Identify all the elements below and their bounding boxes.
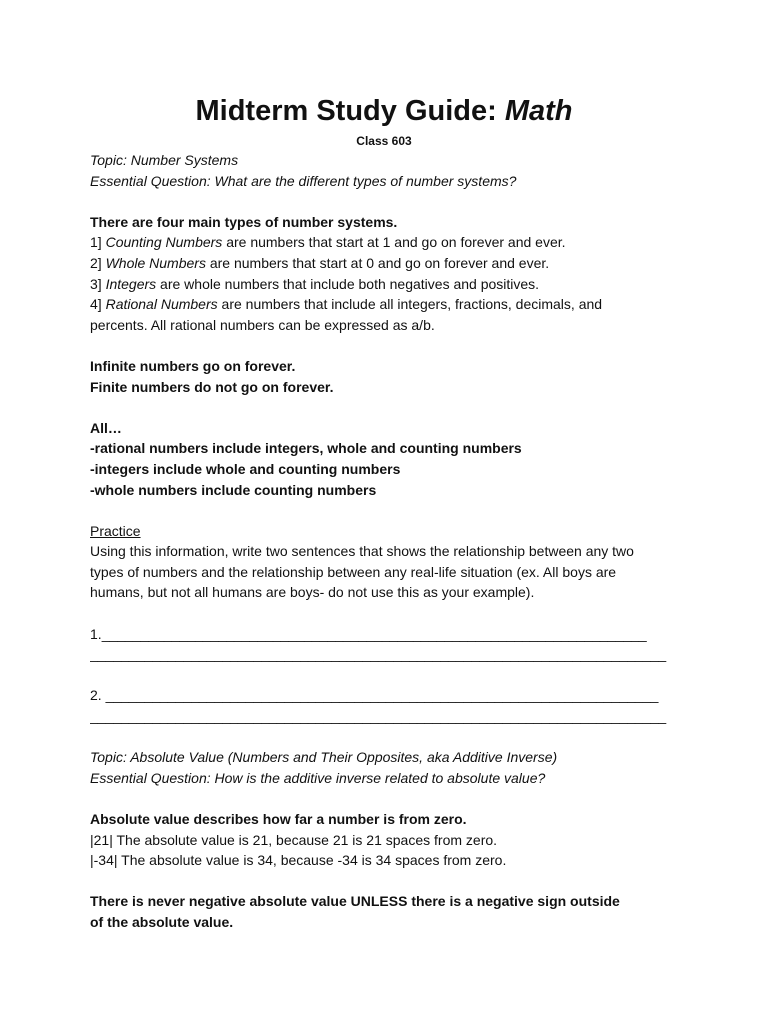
list-item: 2] Whole Numbers are numbers that start at 0 and go on forever and ever. bbox=[90, 254, 550, 271]
list-item: -rational numbers include integers, whole and counting numbers bbox=[90, 440, 522, 457]
list-item: 3] Integers are whole numbers that include both negatives and positives. bbox=[90, 275, 540, 292]
essential-question-1: Essential Question: What are the different types of number systems? bbox=[90, 172, 517, 189]
practice-instructions: types of numbers and the relationship between any real-life situation (ex. All boys are bbox=[90, 563, 617, 580]
absolute-value-note-continued: of the absolute value. bbox=[90, 913, 234, 930]
title-main: Midterm Study Guide: bbox=[195, 95, 505, 127]
list-item: -integers include whole and counting numbers bbox=[90, 460, 401, 477]
infinite-definition: Infinite numbers go on forever. bbox=[90, 357, 296, 374]
list-item: -whole numbers include counting numbers bbox=[90, 481, 377, 498]
term-counting-numbers: Counting Numbers bbox=[105, 234, 223, 251]
answer-line-2-continued[interactable]: __________________________________________________________________________ bbox=[90, 708, 667, 725]
term-whole-numbers: Whole Numbers bbox=[105, 254, 206, 271]
title-subject: Math bbox=[504, 95, 573, 127]
class-label: Class 603 bbox=[356, 134, 412, 148]
answer-line-1-continued[interactable]: __________________________________________________________________________ bbox=[90, 646, 667, 663]
list-item-continued: percents. All rational numbers can be expressed as a/b. bbox=[90, 316, 435, 333]
term-rational-numbers: Rational Numbers bbox=[105, 296, 218, 313]
list-item: 1] Counting Numbers are numbers that start at 1 and go on forever and ever. bbox=[90, 234, 566, 251]
section-heading: There are four main types of number systems. bbox=[90, 213, 398, 230]
document-body bbox=[90, 150, 690, 933]
all-heading: All… bbox=[90, 419, 122, 436]
answer-line-2[interactable]: 2. _______________________________________________________________________ bbox=[90, 687, 659, 704]
absolute-value-definition: Absolute value describes how far a number is from zero. bbox=[90, 811, 467, 827]
term-integers: Integers bbox=[105, 275, 157, 292]
absolute-value-note: There is never negative absolute value UNLESS there is a negative sign outside bbox=[90, 893, 620, 910]
example-line: |21| The absolute value is 21, because 21 is 21 spaces from zero. bbox=[90, 831, 498, 848]
page-title bbox=[0, 92, 768, 130]
finite-definition: Finite numbers do not go on forever. bbox=[90, 378, 334, 395]
practice-instructions: humans, but not all humans are boys- do not use this as your example). bbox=[90, 584, 535, 601]
list-item: 4] Rational Numbers are numbers that include all integers, fractions, decimals, and bbox=[90, 296, 603, 313]
topic-number-systems: Topic: Number Systems bbox=[90, 152, 239, 168]
practice-instructions: Using this information, write two sentences that shows the relationship between any two bbox=[90, 543, 634, 560]
practice-heading: Practice bbox=[90, 522, 141, 539]
topic-absolute-value: Topic: Absolute Value (Numbers and Their Opposites, aka Additive Inverse) bbox=[90, 749, 558, 766]
essential-question-2: Essential Question: How is the additive inverse related to absolute value? bbox=[90, 769, 546, 786]
answer-line-1[interactable]: 1.______________________________________________________________________ bbox=[90, 625, 647, 642]
example-line: |-34| The absolute value is 34, because -34 is 34 spaces from zero. bbox=[90, 852, 507, 869]
